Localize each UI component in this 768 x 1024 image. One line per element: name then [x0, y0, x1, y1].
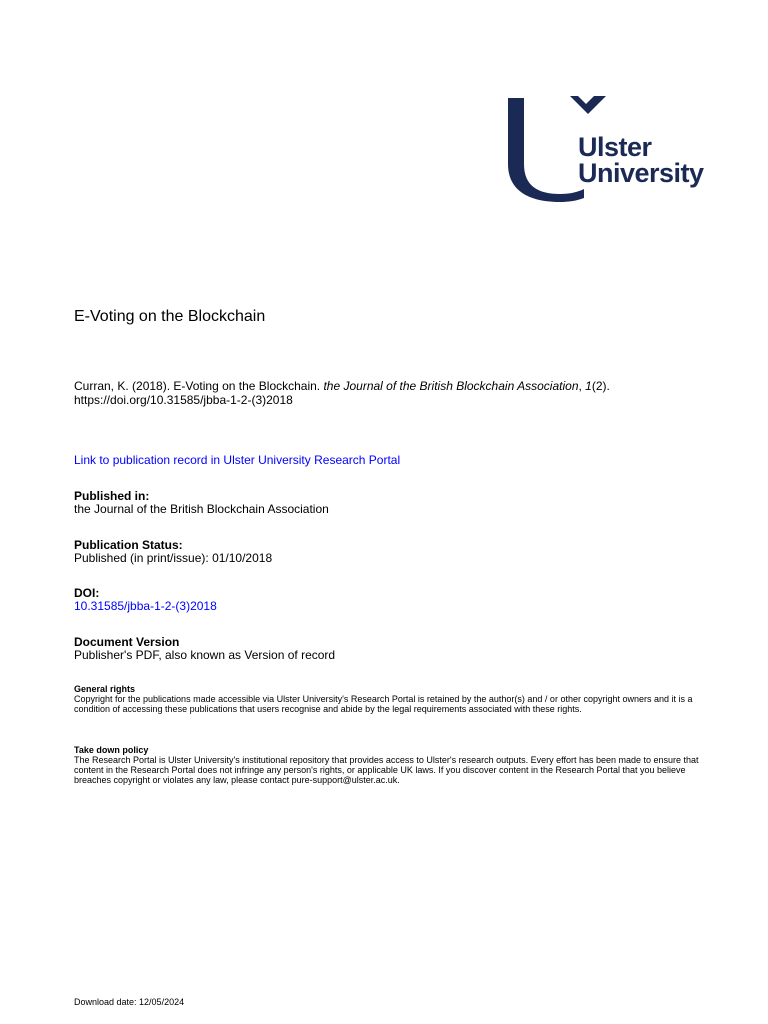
citation-journal: the Journal of the British Blockchain Association — [323, 379, 579, 393]
logo-wordmark — [578, 134, 704, 186]
citation-issue: (2). — [591, 379, 610, 393]
publication-status-section — [74, 539, 709, 565]
research-portal-link[interactable]: Link to publication record in Ulster University Research Portal — [74, 453, 401, 467]
document-title: E-Voting on the Blockchain — [74, 308, 266, 325]
general-rights-label: General rights — [74, 684, 136, 694]
publication-status-value: Published (in print/issue): 01/10/2018 — [74, 551, 273, 565]
general-rights-text: Copyright for the publications made accessible via Ulster University's Research Portal is retained by the author(s) and / or other copyright owners and it is a condition of accessing these publications that users recognise and abide by the legal requirements associated with these rights. — [74, 694, 693, 714]
citation-volume: 1 — [585, 379, 592, 393]
take-down-section — [74, 745, 714, 785]
doi-link[interactable]: 10.31585/jbba-1-2-(3)2018 — [74, 599, 217, 613]
published-in-value: the Journal of the British Blockchain Association — [74, 502, 329, 516]
general-rights-section — [74, 684, 714, 714]
doi-section — [74, 587, 709, 613]
citation-prefix: Curran, K. (2018). E-Voting on the Blockchain. — [74, 379, 324, 393]
take-down-label: Take down policy — [74, 745, 149, 755]
document-version-label: Document Version — [74, 635, 180, 649]
download-date: Download date: 12/05/2024 — [74, 997, 185, 1007]
citation-doi-url: https://doi.org/10.31585/jbba-1-2-(3)2018 — [74, 393, 293, 407]
published-in-section — [74, 490, 709, 516]
citation-separator: , — [578, 379, 586, 393]
publication-status-label: Publication Status: — [74, 538, 183, 552]
published-in-label: Published in: — [74, 489, 150, 503]
logo-line-university: University — [578, 158, 704, 188]
document-version-section — [74, 636, 709, 662]
logo-line-ulster: Ulster — [578, 132, 652, 162]
citation — [74, 379, 709, 407]
doi-label: DOI: — [74, 586, 100, 600]
document-version-value: Publisher's PDF, also known as Version of record — [74, 648, 336, 662]
take-down-text: The Research Portal is Ulster University's institutional repository that provides access to Ulster's research outputs. Every effort has been made to ensure that content in the Research Portal does not infringe any person's rights, or applicable UK laws. If you discover content in the Research Portal that you believe breaches copyright or violates any law, please contact pure-support@ulster.ac.uk. — [74, 755, 699, 785]
